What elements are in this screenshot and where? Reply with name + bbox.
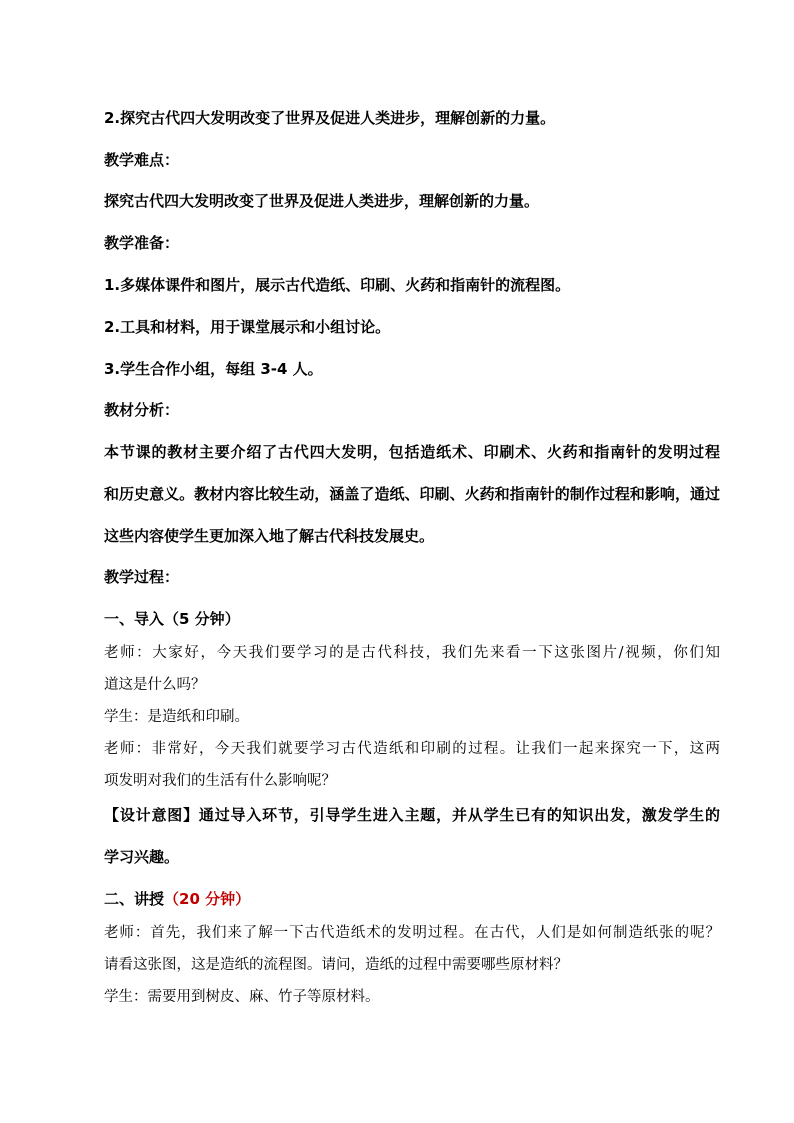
difficulty-text: 探究古代四大发明改变了世界及促进人类进步，理解创新的力量。 <box>104 192 540 210</box>
analysis-heading: 教材分析： <box>104 401 180 419</box>
lecture-heading-time: （20 分钟） <box>164 890 251 908</box>
intro-dialogue-line-2: 道这是什么吗？ <box>104 677 206 693</box>
intro-heading-close: ） <box>224 610 240 628</box>
intro-heading-main: 一、导入（ <box>104 610 180 628</box>
preparation-item-3: 3.学生合作小组，每组 3-4 人。 <box>104 360 323 378</box>
objective-item-2: 2.探究古代四大发明改变了世界及促进人类进步，理解创新的力量。 <box>104 109 556 127</box>
difficulty-heading: 教学难点： <box>104 151 180 169</box>
lecture-heading-main: 二、讲授 <box>104 890 165 908</box>
intro-dialogue-line-4: 老师：非常好，今天我们就要学习古代造纸和印刷的过程。让我们一起来探究一下，这两 <box>104 741 720 757</box>
intro-heading <box>104 609 240 629</box>
intro-design-line-2: 学习兴趣。 <box>104 848 180 866</box>
lecture-dialogue-line-2: 请看这张图，这是造纸的流程图。请问，造纸的过程中需要哪些原材料？ <box>104 957 568 973</box>
preparation-item-2: 2.工具和材料，用于课堂展示和小组讨论。 <box>104 318 391 336</box>
analysis-line-2: 和历史意义。教材内容比较生动，涵盖了造纸、印刷、火药和指南针的制作过程和影响，通过 <box>104 485 720 503</box>
analysis-line-1: 本节课的教材主要介绍了古代四大发明，包括造纸术、印刷术、火药和指南针的发明过程 <box>104 443 720 461</box>
intro-heading-time: 5 分钟 <box>179 610 225 628</box>
intro-dialogue-line-3: 学生：是造纸和印刷。 <box>104 709 249 725</box>
intro-dialogue-line-5: 项发明对我们的生活有什么影响呢？ <box>104 773 336 789</box>
intro-design-line-1: 【设计意图】通过导入环节，引导学生进入主题，并从学生已有的知识出发，激发学生的 <box>104 806 720 824</box>
preparation-heading: 教学准备： <box>104 234 180 252</box>
analysis-line-3: 这些内容使学生更加深入地了解古代科技发展史。 <box>104 527 435 545</box>
process-heading: 教学过程： <box>104 568 180 586</box>
lecture-heading <box>104 889 250 909</box>
lecture-dialogue-line-3: 学生：需要用到树皮、麻、竹子等原材料。 <box>104 989 380 1005</box>
intro-dialogue-line-1: 老师：大家好，今天我们要学习的是古代科技，我们先来看一下这张图片/视频，你们知 <box>104 645 720 661</box>
lecture-dialogue-line-1: 老师：首先，我们来了解一下古代造纸术的发明过程。在古代，人们是如何制造纸张的呢？ <box>104 925 720 941</box>
preparation-item-1: 1.多媒体课件和图片，展示古代造纸、印刷、火药和指南针的流程图。 <box>104 276 571 294</box>
